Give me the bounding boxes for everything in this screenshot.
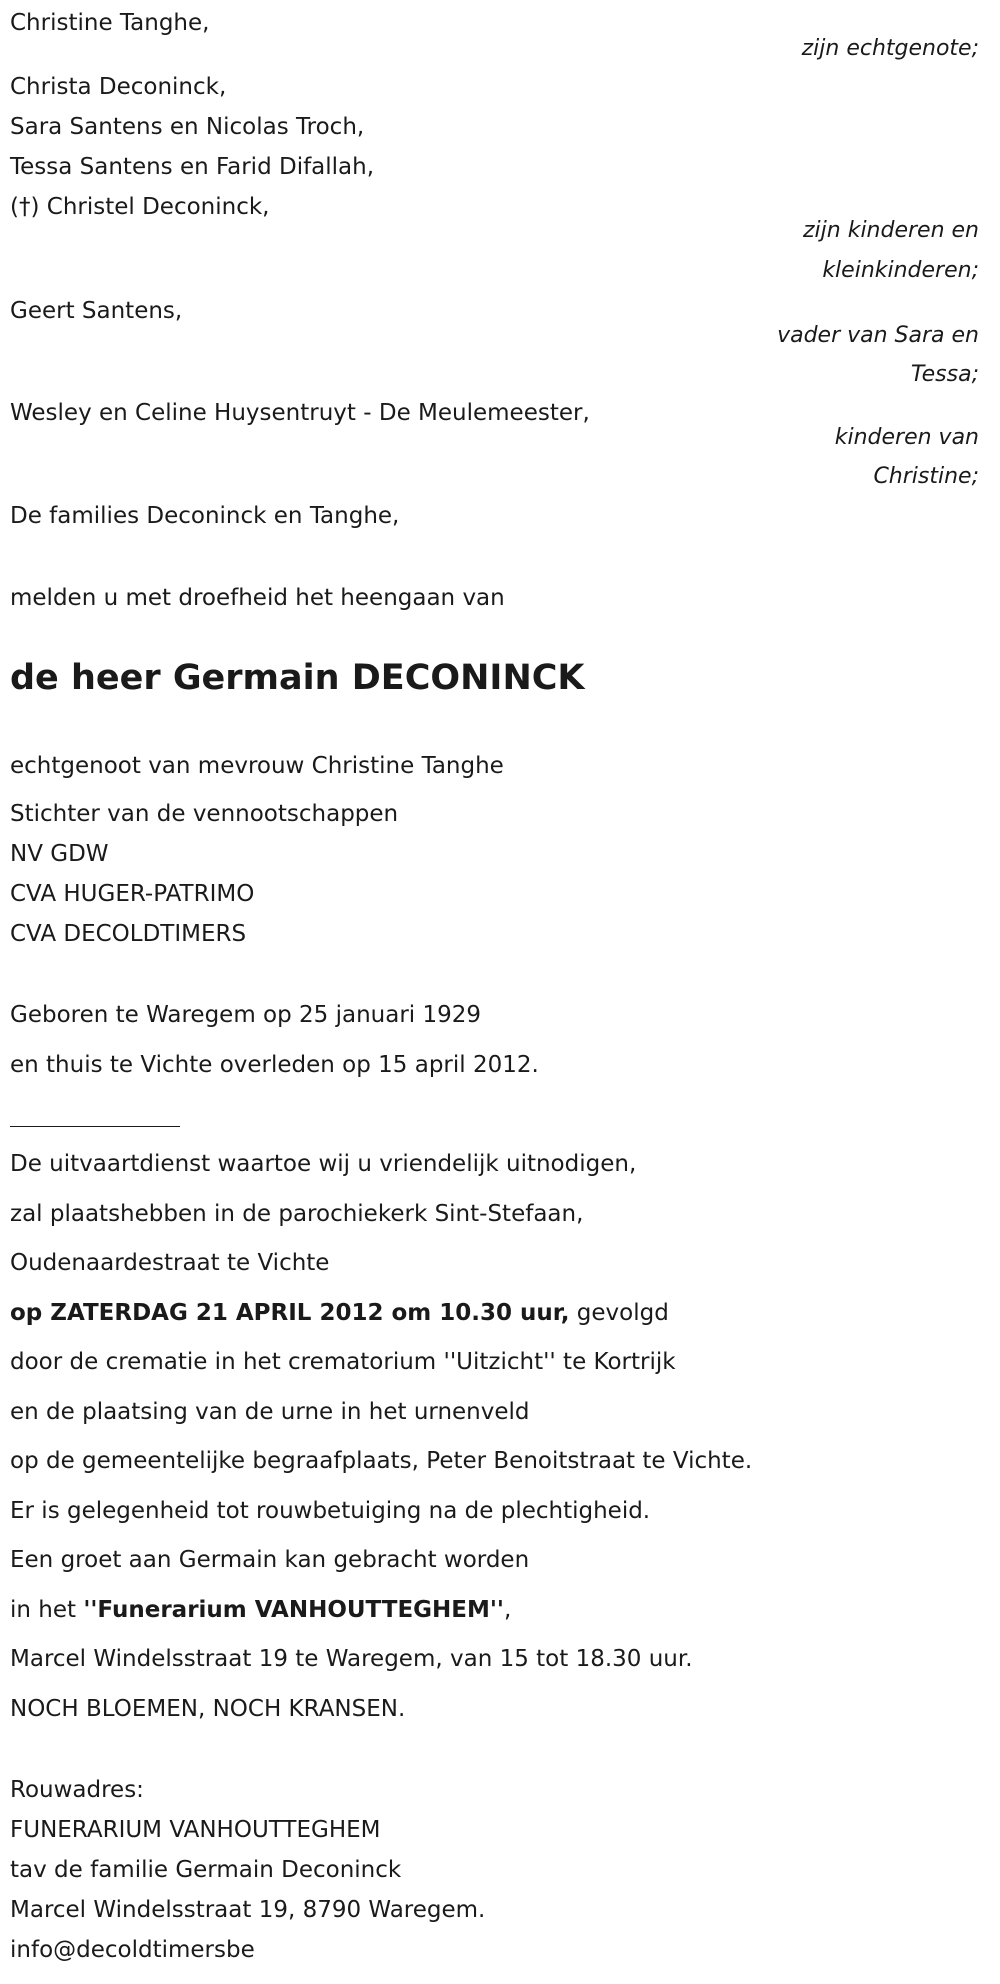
families-line: De families Deconinck en Tanghe, (10, 503, 400, 529)
no-flowers-line: NOCH BLOEMEN, NOCH KRANSEN. (10, 1696, 406, 1722)
email-line: info@decoldtimersbe (10, 1937, 255, 1963)
funerarium-line (10, 1595, 511, 1625)
service-line: door de crematie in het crematorium ''Uitzicht'' te Kortrijk (10, 1349, 676, 1375)
address-line: FUNERARIUM VANHOUTTEGHEM (10, 1817, 381, 1843)
christine-children-role-line: Christine; (873, 464, 979, 489)
father-role-line: vader van Sara en (777, 323, 979, 348)
company-line: CVA HUGER-PATRIMO (10, 881, 255, 907)
child-line: Sara Santens en Nicolas Troch, (10, 114, 365, 140)
service-line: Oudenaardestraat te Vichte (10, 1250, 330, 1276)
service-line: op de gemeentelijke begraafplaats, Peter Benoitstraat te Vichte. (10, 1448, 753, 1474)
funerarium-name: ''Funerarium VANHOUTTEGHEM'' (83, 1597, 504, 1623)
service-line: zal plaatshebben in de parochiekerk Sint-Stefaan, (10, 1201, 584, 1227)
service-date-line (10, 1298, 669, 1328)
funerarium-prefix: in het (10, 1597, 84, 1623)
christine-children-role-line: kinderen van (834, 425, 979, 450)
company-line: CVA DECOLDTIMERS (10, 921, 247, 947)
separator-line (10, 1126, 180, 1127)
service-date-suffix: gevolgd (569, 1300, 669, 1326)
address-label: Rouwadres: (10, 1777, 144, 1803)
announcement-line: melden u met droefheid het heengaan van (10, 585, 505, 611)
spouse-of-line: echtgenoot van mevrouw Christine Tanghe (10, 753, 504, 779)
service-date: op ZATERDAG 21 APRIL 2012 om 10.30 uur, (10, 1300, 570, 1326)
child-line: (†) Christel Deconinck, (10, 194, 270, 220)
children-role-line: kleinkinderen; (822, 258, 979, 283)
address-line: tav de familie Germain Deconinck (10, 1857, 402, 1883)
service-line: en de plaatsing van de urne in het urnenveld (10, 1399, 530, 1425)
deceased-name: de heer Germain DECONINCK (10, 658, 585, 698)
service-line: Een groet aan Germain kan gebracht worden (10, 1547, 530, 1573)
spouse-name: Christine Tanghe, (10, 10, 210, 36)
service-line: De uitvaartdienst waartoe wij u vriendelijk uitnodigen, (10, 1151, 637, 1177)
spouse-role: zijn echtgenote; (801, 36, 979, 61)
child-line: Tessa Santens en Farid Difallah, (10, 154, 375, 180)
service-line: Marcel Windelsstraat 19 te Waregem, van 15 tot 18.30 uur. (10, 1646, 693, 1672)
child-line: Christa Deconinck, (10, 74, 227, 100)
company-line: NV GDW (10, 841, 109, 867)
father-role-line: Tessa; (910, 362, 979, 387)
service-line: Er is gelegenheid tot rouwbetuiging na de plechtigheid. (10, 1498, 651, 1524)
christine-children-names: Wesley en Celine Huysentruyt - De Meulemeester, (10, 400, 590, 426)
funerarium-suffix: , (503, 1597, 512, 1623)
death-line: en thuis te Vichte overleden op 15 april 2012. (10, 1052, 539, 1078)
birth-line: Geboren te Waregem op 25 januari 1929 (10, 1002, 482, 1028)
founder-line: Stichter van de vennootschappen (10, 801, 399, 827)
father-name: Geert Santens, (10, 298, 183, 324)
children-role-line: zijn kinderen en (803, 218, 979, 243)
address-line: Marcel Windelsstraat 19, 8790 Waregem. (10, 1897, 486, 1923)
